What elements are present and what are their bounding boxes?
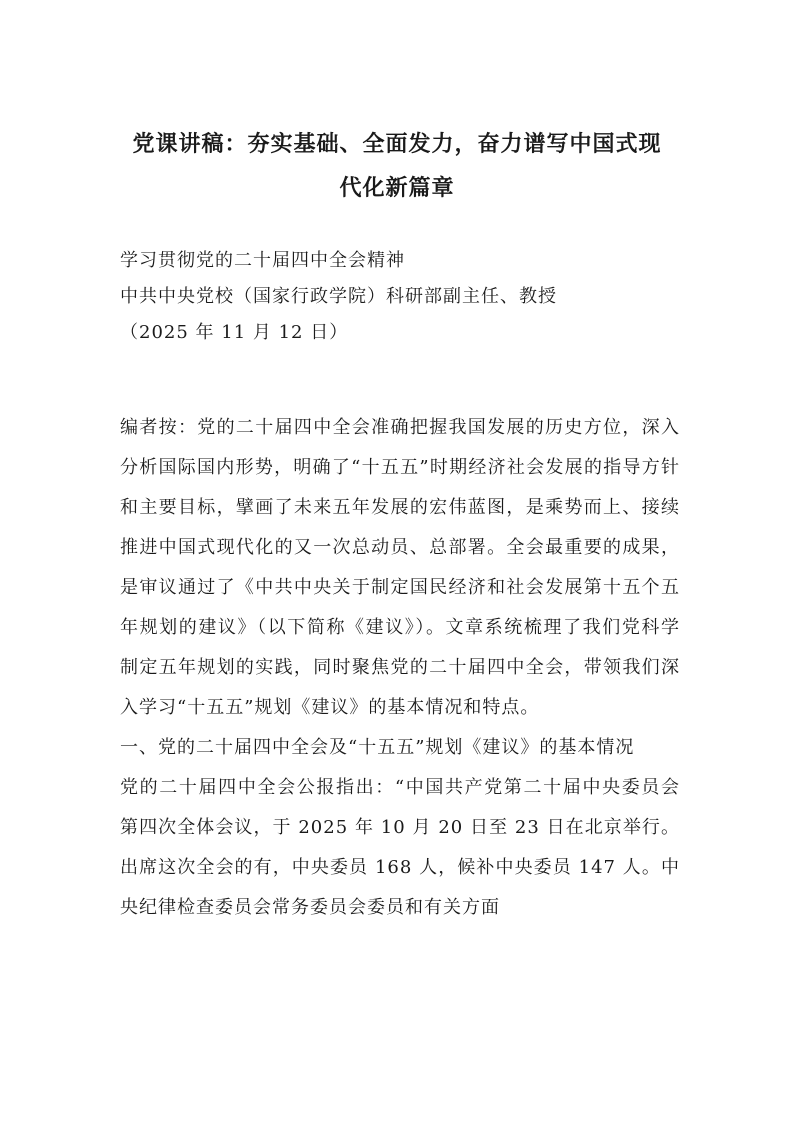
title-line-1: 党课讲稿：夯实基础、全面发力，奋力谱写中国式现 — [132, 131, 662, 157]
document-meta — [120, 243, 700, 351]
subtitle: 学习贯彻党的二十届四中全会精神 — [120, 250, 405, 271]
editor-note-paragraph: 编者按：党的二十届四中全会准确把握我国发展的历史方位，深入分析国际国内形势，明确了“十五五”时期经济社会发展的指导方针和主要目标，擘画了未来五年发展的宏伟蓝图，是乘势而上、接续推进中国式现代化的又一次总动员、总部署。全会最重要的成果，是审议通过了《中共中央关于制定国民经济和社会发展第十五个五年规划的建议》（以下简称《建议》）。文章系统梳理了我们党科学制定五年规划的实践，同时聚焦党的二十届四中全会，带领我们深入学习“十五五”规划《建议》的基本情况和特点。 — [120, 417, 680, 718]
section-heading: 一、党的二十届四中全会及“十五五”规划《建议》的基本情况 — [120, 737, 635, 758]
body-paragraph: 党的二十届四中全会公报指出：“中国共产党第二十届中央委员会第四次全体会议，于 2025 年 10 月 20 日至 23 日在北京举行。出席这次全会的有，中央委员 168 人，候补中央委员 147 人。中央纪律检查委员会常务委员会委员和有关方面 — [120, 777, 680, 918]
author-line: 中共中央党校（国家行政学院）科研部副主任、教授 — [120, 286, 557, 307]
document-body — [120, 408, 680, 928]
date-line: （2025 年 11 月 12 日） — [120, 322, 349, 343]
title-line-2: 代化新篇章 — [339, 175, 455, 201]
document-title — [100, 122, 694, 210]
